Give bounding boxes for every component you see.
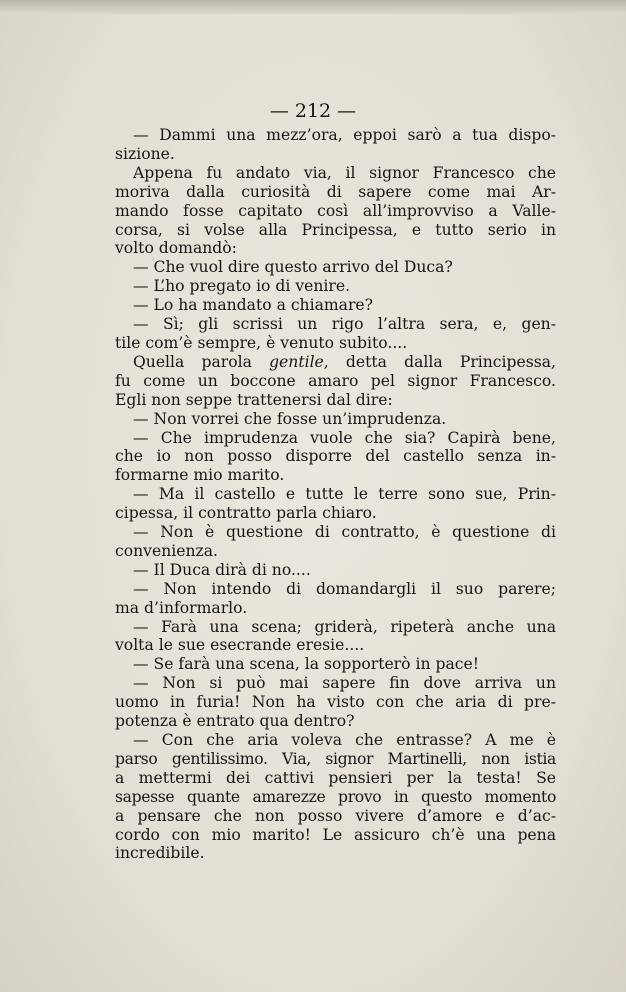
text-line: Egli non seppe trattenersi dal dire: [115, 390, 393, 409]
text-line: — Che vuol dire questo arrivo del Duca? [133, 258, 453, 277]
text-line: — Non si può mai sapere fin dove arriva un [133, 674, 556, 693]
text-line: — Sì; gli scrissi un rigo l’altra sera, e, gen- [133, 315, 556, 334]
text-line: Quella parola gentile, detta dalla Principessa, [133, 352, 556, 371]
text-line: — L’ho pregato io di venire. [133, 277, 351, 296]
text-line: formarne mio marito. [115, 466, 285, 485]
text-line: — Ma il castello e tutte le terre sono sue, Prin- [133, 485, 556, 504]
text-line: — Dammi una mezz’ora, eppoi sarò a tua dispo- [133, 126, 556, 144]
text-line: tile com’è sempre, è venuto subito.... [115, 333, 408, 352]
text-line: incredibile. [115, 844, 205, 863]
text-line: — Farà una scena; griderà, ripeterà anche una [133, 617, 556, 636]
text-line: cipessa, il contratto parla chiaro. [115, 504, 377, 523]
text-line: volta le sue esecrande eresie.... [115, 636, 365, 655]
text-line: — Non intendo di domandargli il suo parere; [133, 579, 556, 598]
text-line: cordo con mio marito! Le assicuro ch’è una pena [115, 825, 556, 844]
text-line: fu come un boccone amaro pel signor Francesco. [115, 371, 556, 390]
text-line: che io non posso disporre del castello senza in- [115, 447, 556, 466]
text-line: Appena fu andato via, il signor Francesco che [133, 163, 556, 182]
page-top-edge [0, 0, 626, 14]
text-line: volto domandò: [115, 239, 237, 258]
text-line: — Il Duca dirà di no.... [133, 560, 311, 579]
text-line: a pensare che non posso vivere d’amore e d’ac- [115, 806, 556, 825]
text-line: a mettermi dei cattivi pensieri per la testa! Se [115, 768, 556, 787]
body-text [115, 126, 556, 863]
text-line: convenienza. [115, 541, 218, 560]
page-number: — 212 — [269, 100, 357, 122]
text-line: — Non è questione di contratto, è questione di [133, 523, 556, 542]
text-line: moriva dalla curiosità di sapere come mai Ar- [115, 182, 556, 201]
text-line: sapesse quante amarezze provo in questo momento [115, 787, 556, 806]
text-line: ma d’informarlo. [115, 598, 248, 617]
text-line: — Con che aria voleva che entrasse? A me è [133, 731, 556, 749]
text-line: uomo in furia! Non ha visto con che aria di pre- [115, 693, 556, 712]
text-line: corsa, si volse alla Principessa, e tutto serio in [115, 220, 556, 239]
text-line: mando fosse capitato così all’improvviso a Valle- [115, 201, 556, 220]
text-line: potenza è entrato qua dentro? [115, 712, 355, 731]
text-line: — Se farà una scena, la sopporterò in pace! [133, 655, 479, 674]
emphasized-word: gentile [269, 352, 324, 371]
text-line: — Non vorrei che fosse un’imprudenza. [133, 409, 447, 428]
text-line: parso gentilissimo. Via, signor Martinelli, non istia [115, 749, 556, 768]
text-line: sizione. [115, 144, 175, 163]
text-line: — Che imprudenza vuole che sia? Capirà bene, [133, 428, 556, 447]
text-line: — Lo ha mandato a chiamare? [133, 296, 374, 315]
